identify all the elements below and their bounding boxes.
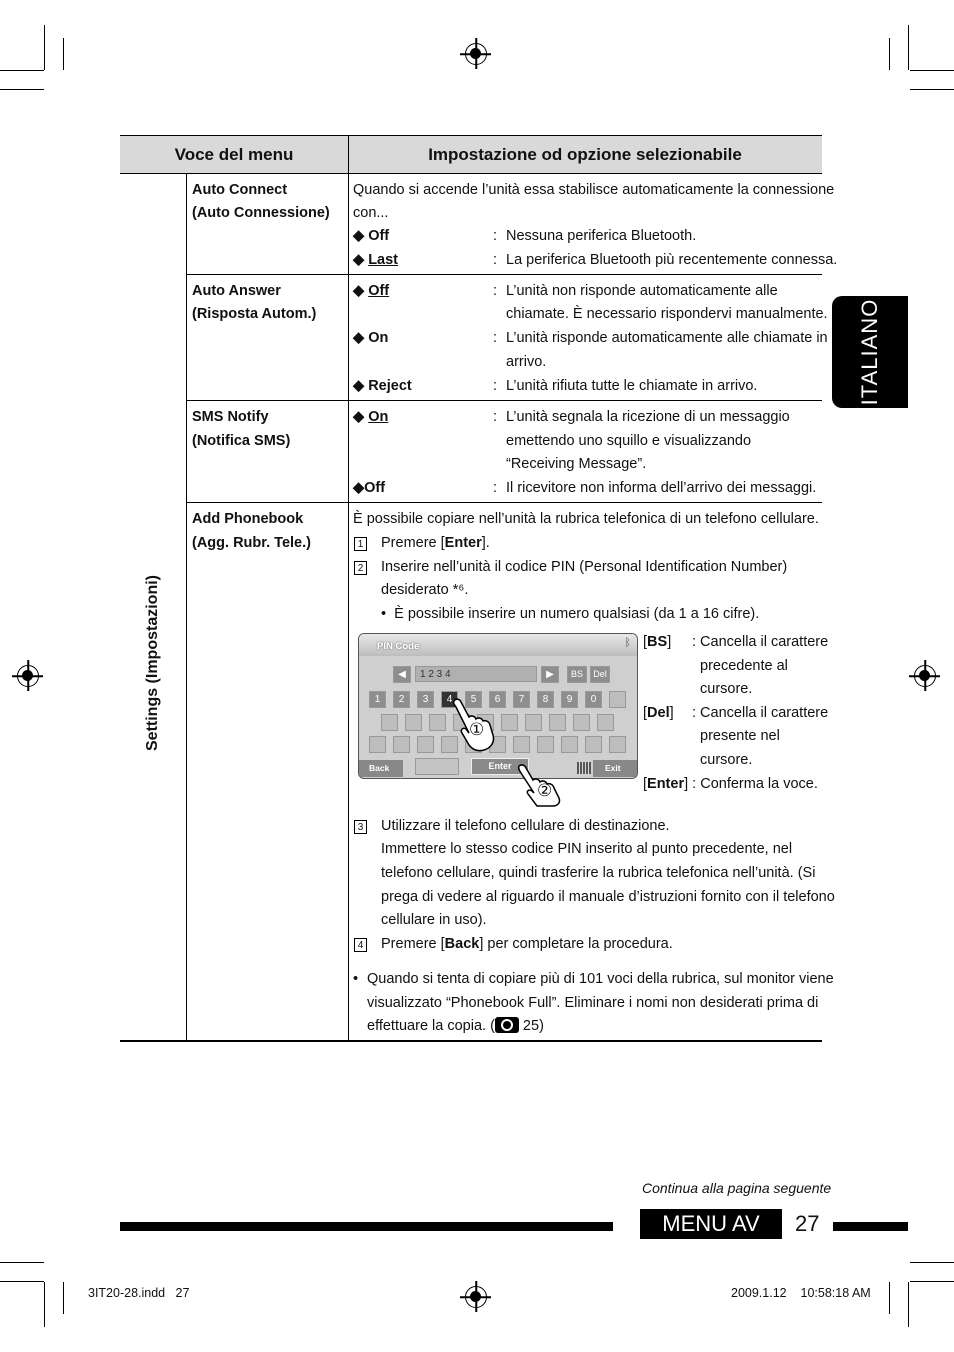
auto-connect-title: Auto Connect bbox=[192, 182, 288, 198]
bs-legend: [BS] bbox=[643, 634, 672, 650]
blank-key bbox=[609, 691, 626, 708]
crop-mark bbox=[910, 70, 954, 71]
add-phonebook-title: Add Phonebook bbox=[192, 511, 304, 527]
crop-mark bbox=[910, 1262, 954, 1263]
step-2-cont: desiderato *⁶. bbox=[381, 582, 469, 598]
table-bottom-border bbox=[120, 1040, 822, 1042]
footer-bar bbox=[833, 1222, 908, 1231]
column-divider bbox=[348, 135, 349, 1041]
crop-mark bbox=[889, 38, 890, 70]
step-number: 2 bbox=[354, 561, 367, 575]
crop-mark bbox=[908, 1282, 909, 1327]
digit-key[interactable]: 8 bbox=[537, 691, 554, 708]
option-desc: L’unità rifiuta tutte le chiamate in arrivo. bbox=[506, 378, 758, 394]
option-desc: chiamate. È necessario rispondervi manualmente. bbox=[506, 306, 828, 322]
auto-connect-intro: Quando si accende l’unità essa stabilisce automaticamente la connessione bbox=[353, 182, 835, 198]
registration-mark-icon bbox=[17, 665, 39, 687]
digit-key[interactable]: 2 bbox=[393, 691, 410, 708]
bs-desc: : Cancella il carattere bbox=[692, 634, 829, 650]
cursor-right-button[interactable]: ▶ bbox=[541, 666, 559, 683]
diamond-icon: ◆ bbox=[353, 228, 365, 244]
bluetooth-icon: ᛒ bbox=[624, 637, 631, 649]
group-label: Settings (Impostazioni) bbox=[144, 575, 161, 751]
step-1: Premere [Enter]. bbox=[381, 535, 490, 551]
crop-mark bbox=[908, 25, 909, 70]
back-button[interactable]: Back bbox=[359, 760, 403, 777]
option-desc: arrivo. bbox=[506, 354, 547, 370]
option-off: Off bbox=[368, 228, 390, 244]
crop-mark bbox=[44, 25, 45, 70]
diamond-icon: ◆ bbox=[353, 480, 365, 496]
digit-key[interactable]: 0 bbox=[585, 691, 602, 708]
crop-mark bbox=[0, 70, 44, 71]
header-menu-item: Voce del menu bbox=[120, 135, 348, 174]
add-phonebook-subtitle: (Agg. Rubr. Tele.) bbox=[192, 535, 311, 551]
header-options: Impostazione od opzione selezionabile bbox=[348, 135, 822, 174]
step-4: Premere [Back] per completare la procedura. bbox=[381, 936, 673, 952]
page-number: 27 bbox=[795, 1211, 820, 1236]
option-desc: L’unità risponde automaticamente alle chiamate in bbox=[506, 330, 828, 346]
note-cont: visualizzato “Phonebook Full”. Eliminare i nomi non desiderati prima di bbox=[367, 995, 819, 1011]
registration-mark-icon bbox=[914, 665, 936, 687]
option-desc: L’unità non risponde automaticamente alle bbox=[506, 283, 778, 299]
digit-key[interactable]: 1 bbox=[369, 691, 386, 708]
step-3: Utilizzare il telefono cellulare di destinazione. bbox=[381, 818, 670, 834]
digit-key[interactable]: 5 bbox=[465, 691, 482, 708]
note: Quando si tenta di copiare più di 101 voci della rubrica, sul monitor viene bbox=[367, 971, 834, 987]
callout-1: ① bbox=[469, 720, 485, 739]
sms-notify-subtitle: (Notifica SMS) bbox=[192, 433, 291, 449]
diamond-icon: ◆ bbox=[353, 409, 365, 425]
diamond-icon: ◆ bbox=[353, 252, 365, 268]
signal-icon bbox=[577, 762, 591, 774]
menu-av-label: MENU AV bbox=[640, 1209, 782, 1239]
note-bullet: • bbox=[353, 971, 359, 987]
option-last: Last bbox=[368, 252, 399, 268]
screen-title: PIN Code bbox=[377, 641, 420, 652]
option-on: On bbox=[368, 409, 389, 425]
crop-mark bbox=[889, 1282, 890, 1314]
diamond-icon: ◆ bbox=[353, 283, 365, 299]
bs-button[interactable]: BS bbox=[567, 666, 587, 683]
digit-key[interactable]: 4 bbox=[441, 691, 458, 708]
crop-mark bbox=[0, 1262, 44, 1263]
pin-input[interactable]: 1 2 3 4 bbox=[415, 666, 537, 682]
slug-date: 2009.1.12 10:58:18 AM bbox=[731, 1286, 871, 1300]
crop-mark bbox=[63, 38, 64, 70]
digit-key[interactable]: 3 bbox=[417, 691, 434, 708]
option-off: Off bbox=[368, 283, 390, 299]
crop-mark bbox=[44, 1282, 45, 1327]
row-divider bbox=[186, 502, 822, 503]
crop-mark bbox=[0, 89, 44, 90]
registration-mark-icon bbox=[465, 1286, 487, 1308]
option-desc: “Receiving Message”. bbox=[506, 456, 647, 472]
auto-connect-intro-cont: con... bbox=[353, 205, 389, 221]
language-tab-label: ITALIANO bbox=[857, 298, 882, 406]
crop-mark bbox=[63, 1282, 64, 1314]
continue-text: Continua alla pagina seguente bbox=[642, 1180, 832, 1196]
diamond-icon: ◆ bbox=[353, 330, 365, 346]
step-3-cont: prega di vedere al riguardo il manuale d’istruzioni fornito con il telefono bbox=[381, 889, 835, 905]
del-legend: [Del] bbox=[643, 705, 674, 721]
digit-key[interactable]: 6 bbox=[489, 691, 506, 708]
del-desc: presente nel bbox=[700, 728, 780, 744]
step-3-cont: telefono cellulare, quindi trasferire la rubrica telefonica nell’unità. (Si bbox=[381, 865, 816, 881]
crop-mark bbox=[910, 1281, 954, 1282]
column-divider bbox=[186, 174, 187, 1041]
auto-connect-subtitle: (Auto Connessione) bbox=[192, 205, 330, 221]
step-number: 4 bbox=[354, 938, 367, 952]
step-number: 1 bbox=[354, 537, 367, 551]
step-2-bullet: • È possibile inserire un numero qualsiasi (da 1 a 16 cifre). bbox=[381, 606, 760, 622]
row-divider bbox=[186, 400, 822, 401]
callout-2: ② bbox=[537, 781, 553, 800]
crop-mark bbox=[0, 1281, 44, 1282]
enter-button[interactable]: Enter bbox=[471, 758, 529, 775]
diamond-icon: ◆ bbox=[353, 378, 365, 394]
digit-key[interactable]: 9 bbox=[561, 691, 578, 708]
step-3-cont: cellulare in uso). bbox=[381, 912, 487, 928]
language-tab bbox=[832, 296, 908, 408]
registration-mark-icon bbox=[465, 43, 487, 65]
option-desc: Il ricevitore non informa dell’arrivo dei messaggi. bbox=[506, 480, 817, 496]
magnifier-icon bbox=[495, 1017, 519, 1033]
option-off: Off bbox=[364, 480, 386, 496]
row-divider bbox=[186, 274, 822, 275]
option-desc: Nessuna periferica Bluetooth. bbox=[506, 228, 697, 244]
option-on: On bbox=[368, 330, 389, 346]
option-reject: Reject bbox=[368, 378, 412, 394]
step-3-cont: Immettere lo stesso codice PIN inserito al punto precedente, nel bbox=[381, 841, 793, 857]
cursor-left-button[interactable]: ◀ bbox=[393, 666, 411, 683]
enter-legend: [Enter] : Conferma la voce. bbox=[643, 776, 818, 792]
sms-notify-title: SMS Notify bbox=[192, 409, 269, 425]
exit-button[interactable]: Exit bbox=[593, 760, 638, 777]
option-desc: emettendo uno squillo e visualizzando bbox=[506, 433, 752, 449]
digit-key[interactable]: 7 bbox=[513, 691, 530, 708]
step-number: 3 bbox=[354, 820, 367, 834]
crop-mark bbox=[910, 89, 954, 90]
bs-desc: precedente al bbox=[700, 658, 788, 674]
footer-bar bbox=[120, 1222, 613, 1231]
del-desc: : Cancella il carattere bbox=[692, 705, 829, 721]
note-cont: effettuare la copia. ( 25) bbox=[367, 1018, 544, 1034]
del-button[interactable]: Del bbox=[590, 666, 610, 683]
option-desc: L’unità segnala la ricezione di un messaggio bbox=[506, 409, 790, 425]
auto-answer-title: Auto Answer bbox=[192, 283, 281, 299]
slug-file: 3IT20-28.indd 27 bbox=[88, 1286, 190, 1300]
add-phonebook-intro: È possibile copiare nell’unità la rubrica telefonica di un telefono cellulare. bbox=[353, 511, 819, 527]
option-desc: La periferica Bluetooth più recentemente connessa. bbox=[506, 252, 838, 268]
auto-answer-subtitle: (Risposta Autom.) bbox=[192, 306, 317, 322]
step-2: Inserire nell’unità il codice PIN (Personal Identification Number) bbox=[381, 559, 788, 575]
bs-desc: cursore. bbox=[700, 681, 753, 697]
del-desc: cursore. bbox=[700, 752, 753, 768]
